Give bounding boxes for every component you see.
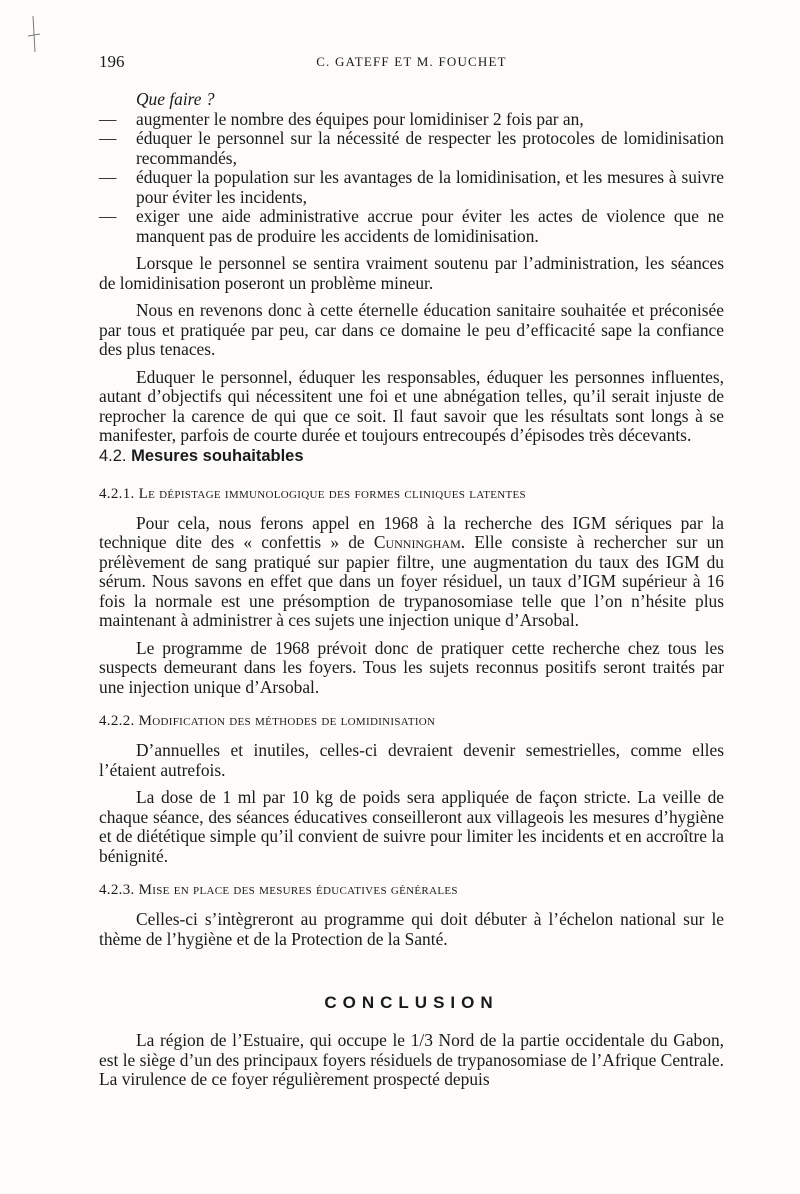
paragraph: Celles-ci s’intègreront au programme qui doit débuter à l’échelon national sur le thème de l’hygiène et de la Protection de la Santé. bbox=[99, 909, 724, 949]
paragraph: La dose de 1 ml par 10 kg de poids sera appliquée de façon stricte. La veille de chaque séance, des séances éducatives conseilleront aux villageois les mesures d’hygiène et de diététique simple qu’il convient de suivre pour limiter les incidents et en accroître la bénignité. bbox=[99, 787, 724, 866]
paragraph: Eduquer le personnel, éduquer les responsables, éduquer les personnes influentes, autant d’objectifs qui nécessitent une foi et une abnégation telles, qu’il serait injuste de reprocher la carence de qui que ce soit. Il faut savoir que les résultats sont longs à se manifester, parfois de courte durée et toujours entrecoupés d’épisodes très décevants. bbox=[99, 366, 724, 445]
paragraph: Nous en revenons donc à cette éternelle éducation sanitaire souhaitée et préconisée par tous et pratiquée par peu, car dans ce domaine le peu d’efficacité sape la confiance des plus tenaces. bbox=[99, 300, 724, 359]
section-number: 4.2. bbox=[99, 446, 127, 465]
list-item bbox=[99, 207, 724, 246]
list-item bbox=[99, 110, 724, 130]
section-heading-4-2 bbox=[99, 446, 724, 466]
paragraph: Le programme de 1968 prévoit donc de pratiquer cette recherche chez tous les suspects demeurant dans les foyers. Tous les sujets reconnus positifs seront traités par une injection unique d’Arsobal. bbox=[99, 637, 724, 697]
subsection-heading-4-2-3 bbox=[99, 880, 724, 900]
list-item-text: exiger une aide administrative accrue pour éviter les actes de violence que ne manquent pas de produire les accidents de lomidinisation. bbox=[136, 206, 724, 246]
subsection-number: 4.2.2. bbox=[99, 713, 135, 729]
dash-bullet: — bbox=[99, 167, 117, 187]
que-faire-heading: Que faire ? bbox=[136, 89, 215, 109]
subsection-title: Le dépistage immunologique des formes cliniques latentes bbox=[138, 485, 526, 502]
text-run: Pour cela, nous ferons appel en 1968 à la recherche des IGM sériques par la technique dite des « confettis » de bbox=[99, 512, 724, 552]
page-header bbox=[99, 52, 724, 74]
page-body bbox=[99, 90, 724, 1090]
paragraph: La région de l’Estuaire, qui occupe le 1/3 Nord de la partie occidentale du Gabon, est le siège d’un des principaux foyers résiduels de trypanosomiase de l’Afrique Centrale. La virulence de ce foyer régulièrement prospecté depuis bbox=[99, 1030, 724, 1089]
paragraph: Lorsque le personnel se sentira vraiment soutenu par l’administration, les séances de lomidinisation poseront un problème mineur. bbox=[99, 253, 724, 293]
paragraph bbox=[99, 514, 724, 631]
subsection-title: Mise en place des mesures éducatives générales bbox=[138, 882, 458, 898]
subsection-heading-4-2-1 bbox=[99, 484, 724, 504]
list-item-text: éduquer la population sur les avantages de la lomidinisation, et les mesures à suivre pour éviter les incidents, bbox=[136, 167, 724, 207]
list-item-text: augmenter le nombre des équipes pour lomidiniser 2 fois par an, bbox=[136, 108, 584, 129]
section-title: Mesures souhaitables bbox=[131, 446, 304, 465]
subsection-title: Modification des méthodes de lomidinisation bbox=[138, 713, 436, 729]
paragraph: D’annuelles et inutiles, celles-ci devraient devenir semestrielles, comme elles l’étaient autrefois. bbox=[99, 740, 724, 780]
list-item-text: éduquer le personnel sur la nécessité de respecter les protocoles de lomidinisation recommandés, bbox=[136, 128, 724, 168]
action-list bbox=[99, 110, 724, 247]
subsection-heading-4-2-2 bbox=[99, 711, 724, 731]
dash-bullet: — bbox=[99, 128, 117, 148]
list-item bbox=[99, 168, 724, 207]
list-item bbox=[99, 129, 724, 168]
subsection-number: 4.2.1. bbox=[99, 485, 135, 502]
page-number: 196 bbox=[99, 52, 125, 71]
dash-bullet: — bbox=[99, 206, 117, 226]
running-head: C. GATEFF ET M. FOUCHET bbox=[316, 54, 507, 69]
author-name: Cunningham bbox=[373, 532, 461, 552]
text-run: . Elle consiste à rechercher sur un prélèvement de sang pratiqué sur papier filtre, une augmentation du taux des IGM du sérum. Nous savons en effet que dans un foyer résiduel, un taux d’IGM supérieur à 16 fois la normale est une présomption de trypanosomiase telle que l’on n’hésite plus maintenant à administrer à ces sujets une injection unique d’Arsobal. bbox=[99, 532, 724, 630]
conclusion-heading: CONCLUSION bbox=[324, 993, 499, 1012]
dash-bullet: — bbox=[99, 108, 117, 129]
subsection-number: 4.2.3. bbox=[99, 882, 135, 898]
pencil-mark-icon bbox=[27, 14, 41, 54]
